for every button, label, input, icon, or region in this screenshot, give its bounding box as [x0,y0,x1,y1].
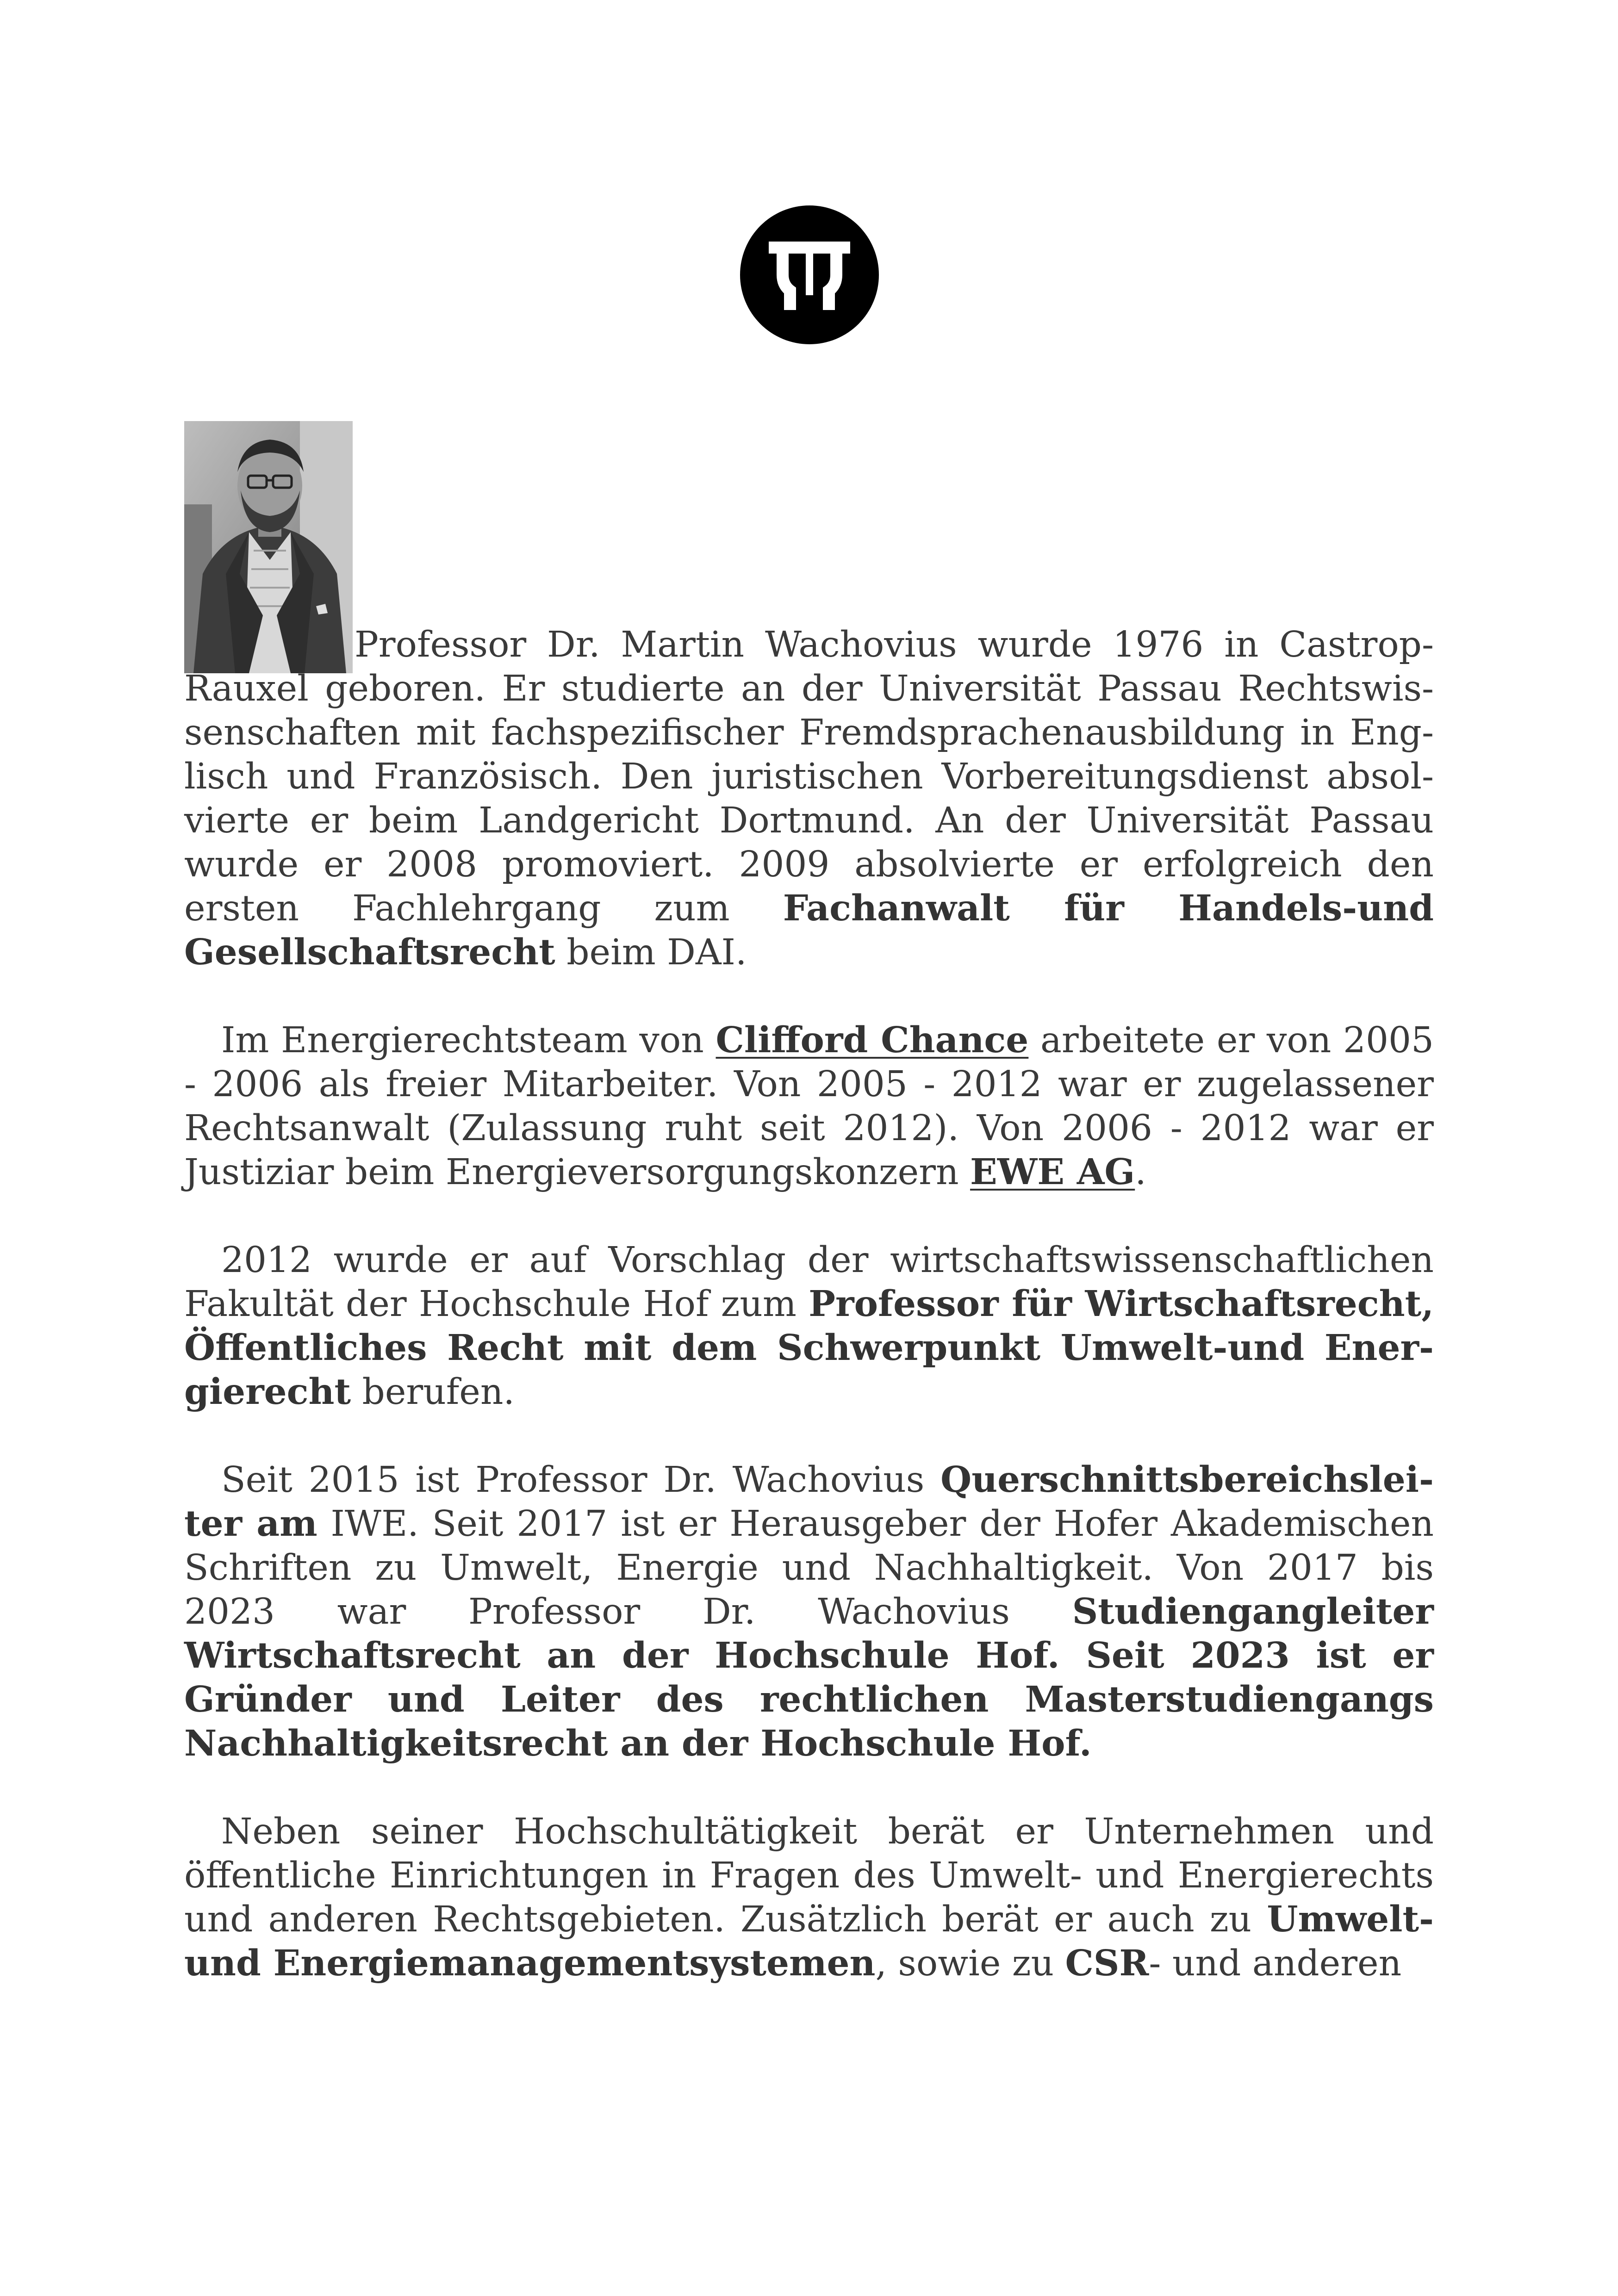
biography-text [184,421,1434,2029]
paragraph-5 [184,1810,1434,1986]
paragraph-2-text-b: arbeitete er von 2005 - 2006 als freier Mitarbeiter. Von 2005 - 2012 war er zugelassener Rechtsanwalt (Zulassung ruht seit 2012). Von 2006 - 2012 war er Justiziar beim Energieversorgungskonzern [184,1020,1434,1193]
paragraph-5-text-c: - und anderen [1149,1943,1402,1984]
paragraph-5-text-b: , sowie zu [875,1943,1065,1984]
specialist-title: Fachanwalt für Handels-und Gesellschaftsrecht [184,887,1434,973]
clifford-chance-link[interactable]: Clifford Chance [716,1019,1029,1061]
professorship-title: Professor für Wirtschaftsrecht, Öffentliches Recht mit dem Schwerpunkt Umwelt-und Energierecht [184,1283,1434,1413]
paragraph-4 [184,1458,1434,1766]
paragraph-3-text-b: berufen. [351,1371,515,1413]
paragraph-1-text-a: Professor Dr. Martin Wachovius wurde 1976 in Castrop-Rauxel geboren. Er studierte an der Universität Passau Rechtswissenschaften mit fachspezifischer Fremdsprachenausbildung in Englisch und Französisch. Den juristischen Vorbereitungsdienst absolvierte er beim Landgericht Dortmund. An der Universität Passau wurde er 2008 promoviert. 2009 absolvierte er erfolgreich den ersten Fachlehrgang zum [184,624,1434,929]
section-lead-title: Querschnittsbereichsleiter am [184,1459,1434,1545]
management-systems-term: Umwelt- und Energiemanagementsystemen [184,1899,1434,1984]
ewe-ag-link[interactable]: EWE AG [970,1151,1135,1193]
csr-term: CSR [1065,1942,1149,1984]
hochschule-logo-icon [740,205,879,344]
paragraph-5-text-a: Neben seiner Hochschultätigkeit berät er Unternehmen und öffentliche Einrichtungen in Fragen des Umwelt- und Energierechts und anderen Rechtsgebieten. Zusätzlich berät er auch zu [184,1811,1434,1940]
portrait-photo [184,421,353,673]
paragraph-4-text-b: IWE. Seit 2017 ist er Herausgeber der Hofer Akademischen Schriften zu Umwelt, Energie und Nachhaltigkeit. Von 2017 bis 2023 war Professor Dr. Wachovius [184,1503,1434,1632]
paragraph-1-text-b: beim DAI. [555,932,747,973]
paragraph-1 [184,421,1434,974]
paragraph-2-text-c: . [1135,1152,1146,1193]
program-lead-title: Studiengangleiter Wirtschaftsrecht an der Hochschule Hof. Seit 2023 ist er Gründer und Leiter des rechtlichen Masterstudiengangs Nachhaltigkeitsrecht an der Hochschule Hof. [184,1591,1434,1764]
paragraph-2 [184,1018,1434,1194]
paragraph-2-text-a: Im Energierechtsteam von [221,1020,716,1061]
paragraph-3 [184,1238,1434,1414]
paragraph-3-text-a: 2012 wurde er auf Vorschlag der wirtschaftswissenschaftlichen Fakultät der Hochschule Hof zum [184,1240,1434,1325]
paragraph-4-text-a: Seit 2015 ist Professor Dr. Wachovius [221,1459,941,1501]
